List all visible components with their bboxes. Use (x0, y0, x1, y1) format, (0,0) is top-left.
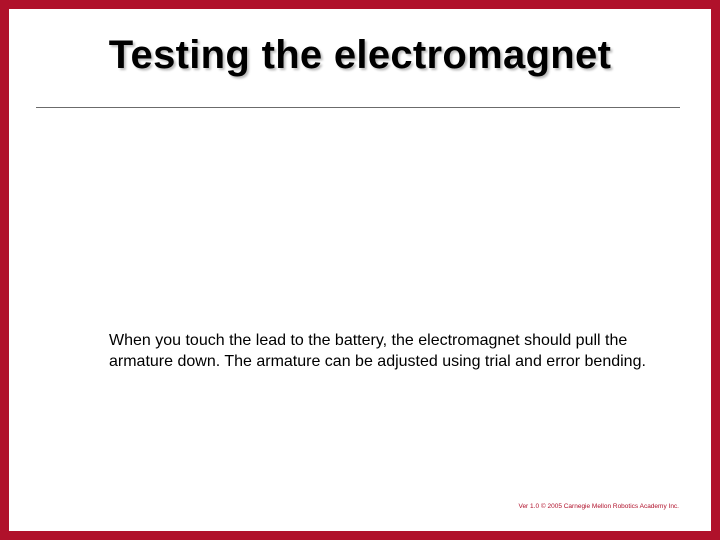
copyright-footer: Ver 1.0 © 2005 Carnegie Mellon Robotics Academy Inc. (518, 503, 679, 510)
title-divider (36, 107, 680, 108)
slide-body-text: When you touch the lead to the battery, the electromagnet should pull the armature down. The armature can be adjusted using trial and error bending. (109, 332, 646, 370)
slide-title: Testing the electromagnet (108, 33, 612, 77)
